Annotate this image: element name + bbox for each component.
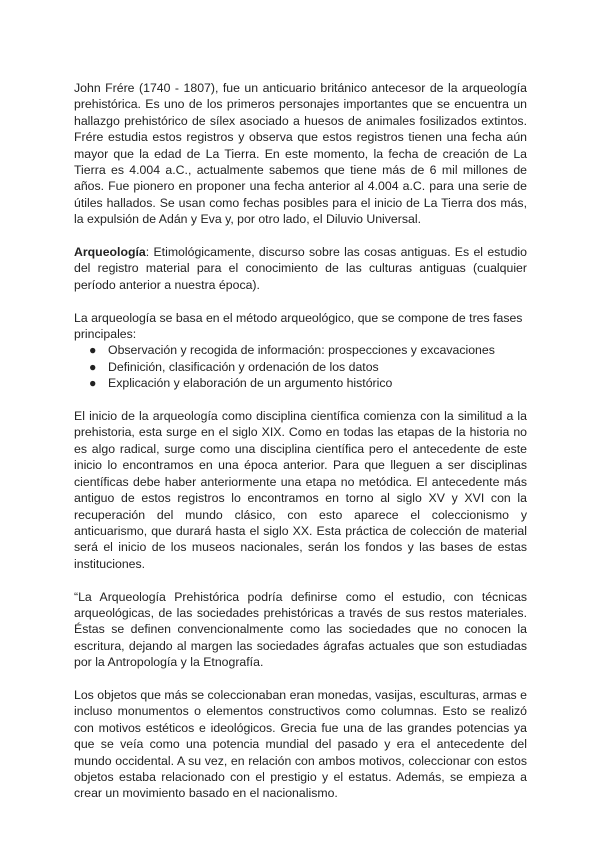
bullet-icon: ● — [89, 359, 97, 374]
paragraph-collecting: Los objetos que más se coleccionaban eran monedas, vasijas, esculturas, armas e incluso monumentos o elementos constructivos como columnas. Esto se realizó con motivos estéticos e ideológicos. Grecia fue una de las grandes potencias ya que se veía como una potencia mundial del pasado y era el antecedente del mundo occidental. A su vez, en relación con ambos motivos, coleccionar con estos objetos estaba relacionado con el prestigio y el estatus. Además, se empieza a crear un movimiento basado en el nacionalismo. — [74, 687, 527, 801]
list-item — [74, 342, 527, 358]
list-item-text: Explicación y elaboración de un argumento histórico — [108, 376, 393, 391]
paragraph-quote: “La Arqueología Prehistórica podría definirse como el estudio, con técnicas arqueológicas, de las sociedades prehistóricas a través de sus restos materiales. Éstas se definen convencionalmente como las sociedades que no conocen la escritura, dejando al margen las sociedades ágrafas actuales que son estudiadas por la Antropología y la Etnografía. — [74, 589, 527, 670]
paragraph-method-intro: La arqueología se basa en el método arqueológico, que se compone de tres fases principales: — [74, 310, 523, 342]
method-phases-list — [74, 342, 527, 391]
bullet-icon: ● — [89, 343, 97, 358]
paragraph-origins: El inicio de la arqueología como disciplina científica comienza con la similitud a la prehistoria, esta surge en el siglo XIX. Como en todas las etapas de la historia no es algo radical, surge como una disciplina científica pero el antecedente de este inicio lo encontramos en una época anterior. Para que lleguen a ser disciplinas científicas debe haber anteriormente una etapa no metódica. El antecedente más antiguo de estos registros lo encontramos en torno al siglo XV y XVI con la recuperación del mundo clásico, con esto aparece el coleccionismo y anticuarismo, que durará hasta el siglo XX. Esta práctica de colección de material será el inicio de los museos nacionales, serán los fondos y las bases de estas instituciones. — [74, 409, 527, 571]
list-item — [74, 375, 527, 391]
list-item — [74, 359, 527, 375]
definition-term: Arqueología — [74, 245, 146, 260]
list-item-text: Observación y recogida de información: prospecciones y excavaciones — [108, 343, 495, 358]
list-item-text: Definición, clasificación y ordenación de los datos — [108, 359, 379, 374]
definition-text: : Etimológicamente, discurso sobre las cosas antiguas. Es el estudio del registro material para el conocimiento de las culturas antiguas (cualquier período anterior a nuestra época). — [74, 245, 527, 292]
bullet-icon: ● — [89, 376, 97, 391]
paragraph-john-frere: John Frére (1740 - 1807), fue un anticuario británico antecesor de la arqueología prehistórica. Es uno de los primeros personajes importantes que se encuentra un hallazgo prehistórico de sílex asociado a huesos de animales fosilizados extintos. Frére estudia estos registros y observa que estos registros tienen una fecha aún mayor que la edad de La Tierra. En este momento, la fecha de creación de La Tierra es 4.004 a.C., actualmente sabemos que tiene más de 6 mil millones de años. Fue pionero en proponer una fecha anterior al 4.004 a.C. para una serie de útiles hallados. Se usan como fechas posibles para el inicio de La Tierra dos más, la expulsión de Adán y Eva y, por otro lado, el Diluvio Universal. — [74, 81, 527, 227]
paragraph-definition — [74, 244, 527, 293]
document-page — [74, 80, 527, 818]
